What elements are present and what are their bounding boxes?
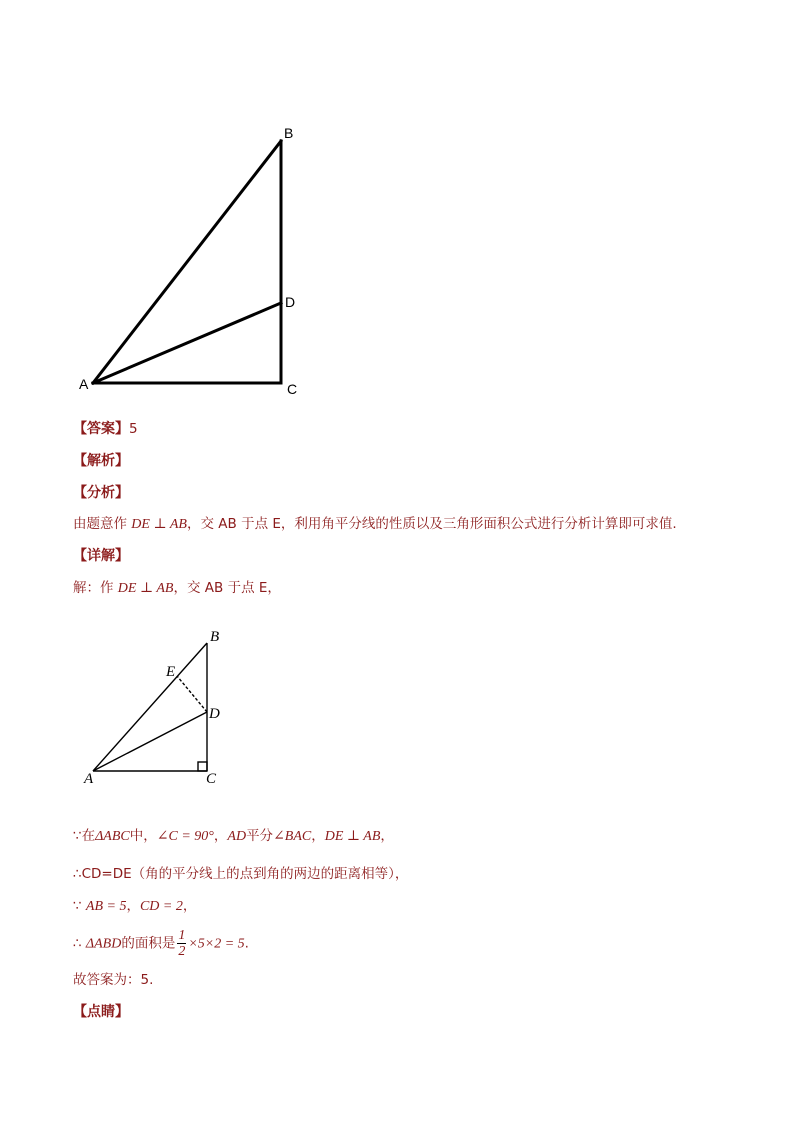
- de-perp-ab: DE ⊥ AB: [324, 829, 381, 844]
- triangle-figure-1: [0, 0, 794, 420]
- fenxi-text-pre: 由题意作: [73, 516, 127, 532]
- comma: ，: [182, 898, 197, 914]
- vertex-label-c: C: [287, 381, 298, 397]
- solution-l1-math: DE ⊥ AB: [117, 581, 174, 596]
- comma: ，: [213, 828, 228, 844]
- final-answer-text: 故答案为：5.: [73, 972, 154, 988]
- triangle-abd: ΔABD: [85, 936, 122, 952]
- therefore-symbol: ∴: [73, 935, 82, 952]
- cd-equals: CD = 2: [139, 899, 183, 914]
- because-symbol: ∵在: [73, 828, 96, 844]
- segment-ad: [93, 303, 281, 383]
- analysis-heading: [73, 452, 129, 470]
- bisect-text: 平分: [246, 828, 274, 844]
- area-text: 的面积是: [121, 935, 176, 952]
- angle-bac: ∠BAC: [273, 829, 312, 844]
- detail-tag: 【详解】: [73, 548, 129, 564]
- solution-line-6: [73, 971, 153, 989]
- comma: ，: [126, 898, 140, 914]
- because-symbol: ∵: [73, 898, 82, 914]
- solution-l1-pre: 解：作: [73, 580, 114, 596]
- solution-l1-post: ，交 AB 于点 E，: [173, 580, 281, 596]
- vertex-label-a: A: [79, 376, 89, 392]
- solution-line-4: [73, 897, 196, 916]
- vertex-label-d: D: [285, 294, 296, 310]
- fig2-label-c: C: [206, 771, 217, 787]
- fig2-segment-de: [177, 676, 207, 712]
- triangle-abc: ΔABC: [95, 829, 130, 844]
- solution-line-2: [73, 827, 394, 846]
- answer-value: 5: [129, 421, 138, 437]
- fraction-numerator: 1: [178, 928, 186, 943]
- segment-ab: [93, 141, 281, 383]
- vertex-label-b: B: [284, 125, 294, 141]
- analysis-tag: 【解析】: [73, 453, 129, 469]
- dianjing-heading: [73, 1003, 129, 1021]
- period: .: [244, 935, 249, 952]
- detail-heading: [73, 547, 129, 565]
- segment-ad-text: AD: [227, 829, 247, 844]
- triangle-figure-2: [0, 620, 300, 795]
- fig2-label-e: E: [166, 664, 176, 680]
- fenxi-math-de-ab: DE ⊥ AB: [131, 517, 187, 532]
- fenxi-heading: [73, 484, 129, 502]
- fig2-label-a: A: [84, 771, 94, 787]
- area-expression: ×5×2 = 5: [188, 936, 245, 952]
- right-angle-mark: [198, 762, 207, 771]
- answer-tag: 【答案】: [73, 421, 129, 437]
- solution-line-1: [73, 579, 281, 598]
- solution-line-5: [73, 928, 249, 960]
- solution-l3-text: ∴CD=DE（角的平分线上的点到角的两边的距离相等），: [73, 866, 409, 882]
- dianjing-tag: 【点睛】: [73, 1004, 129, 1020]
- comma: ，: [311, 828, 325, 844]
- fraction-half: [177, 928, 186, 959]
- fraction-denominator: 2: [178, 944, 186, 959]
- solution-line-3: [73, 865, 408, 883]
- solution-l2-mid: 中，: [129, 828, 157, 844]
- fig2-label-d: D: [209, 706, 220, 722]
- comma: ，: [380, 828, 394, 844]
- fig2-segment-ad: [93, 712, 207, 771]
- fig2-label-b: B: [210, 629, 220, 645]
- fenxi-tag: 【分析】: [73, 485, 129, 501]
- fig2-segment-ab: [93, 643, 207, 771]
- fenxi-text-post: ，交 AB 于点 E，利用角平分线的性质以及三角形面积公式进行分析计算即可求值.: [186, 516, 677, 532]
- ab-equals: AB = 5: [85, 899, 127, 914]
- angle-c: ∠C = 90°: [156, 829, 214, 844]
- answer-line: [73, 420, 138, 438]
- fenxi-text: [73, 515, 677, 534]
